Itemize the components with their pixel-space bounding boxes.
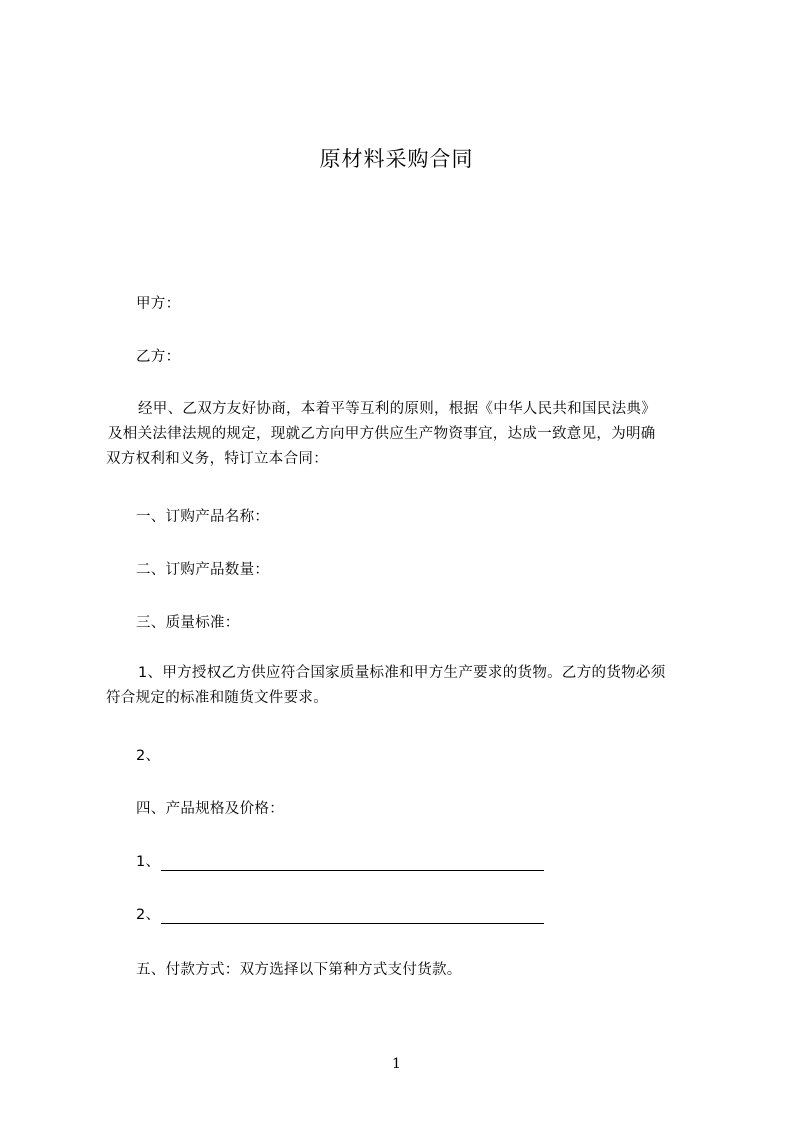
intro-line-3: 双方权利和义务，特订立本合同： xyxy=(106,451,328,467)
spec-item-2-label: 2、 xyxy=(136,907,161,923)
section-product-quantity: 二、订购产品数量： xyxy=(136,562,270,578)
section-quality-standard: 三、质量标准： xyxy=(136,615,240,631)
quality-item-1-line-1: 1、甲方授权乙方供应符合国家质量标准和甲方生产要求的货物。乙方的货物必须 xyxy=(138,665,666,681)
quality-item-1-line-2: 符合规定的标准和随货文件要求。 xyxy=(106,690,328,706)
party-a-label: 甲方： xyxy=(136,296,181,312)
intro-line-2: 及相关法律法规的规定，现就乙方向甲方供应生产物资事宜，达成一致意见，为明确 xyxy=(108,426,656,442)
spec-item-2-blank-line xyxy=(161,909,544,924)
quality-item-1 xyxy=(106,661,666,711)
party-b-label: 乙方： xyxy=(136,349,181,365)
spec-item-1-blank-line xyxy=(161,856,544,871)
spec-item-1-label: 1、 xyxy=(136,854,161,870)
section-payment-method: 五、付款方式：双方选择以下第种方式支付货款。 xyxy=(136,962,462,978)
page-number: 1 xyxy=(392,1056,401,1072)
section-spec-price: 四、产品规格及价格： xyxy=(136,801,284,817)
spec-item-1 xyxy=(136,850,544,871)
document-title: 原材料采购合同 xyxy=(319,147,474,171)
intro-line-1: 经甲、乙双方友好协商，本着平等互利的原则，根据《中华人民共和国民法典》 xyxy=(138,401,656,417)
intro-paragraph xyxy=(106,397,656,472)
spec-item-2 xyxy=(136,903,544,924)
quality-item-2: 2、 xyxy=(136,748,161,764)
section-product-name: 一、订购产品名称： xyxy=(136,509,270,525)
